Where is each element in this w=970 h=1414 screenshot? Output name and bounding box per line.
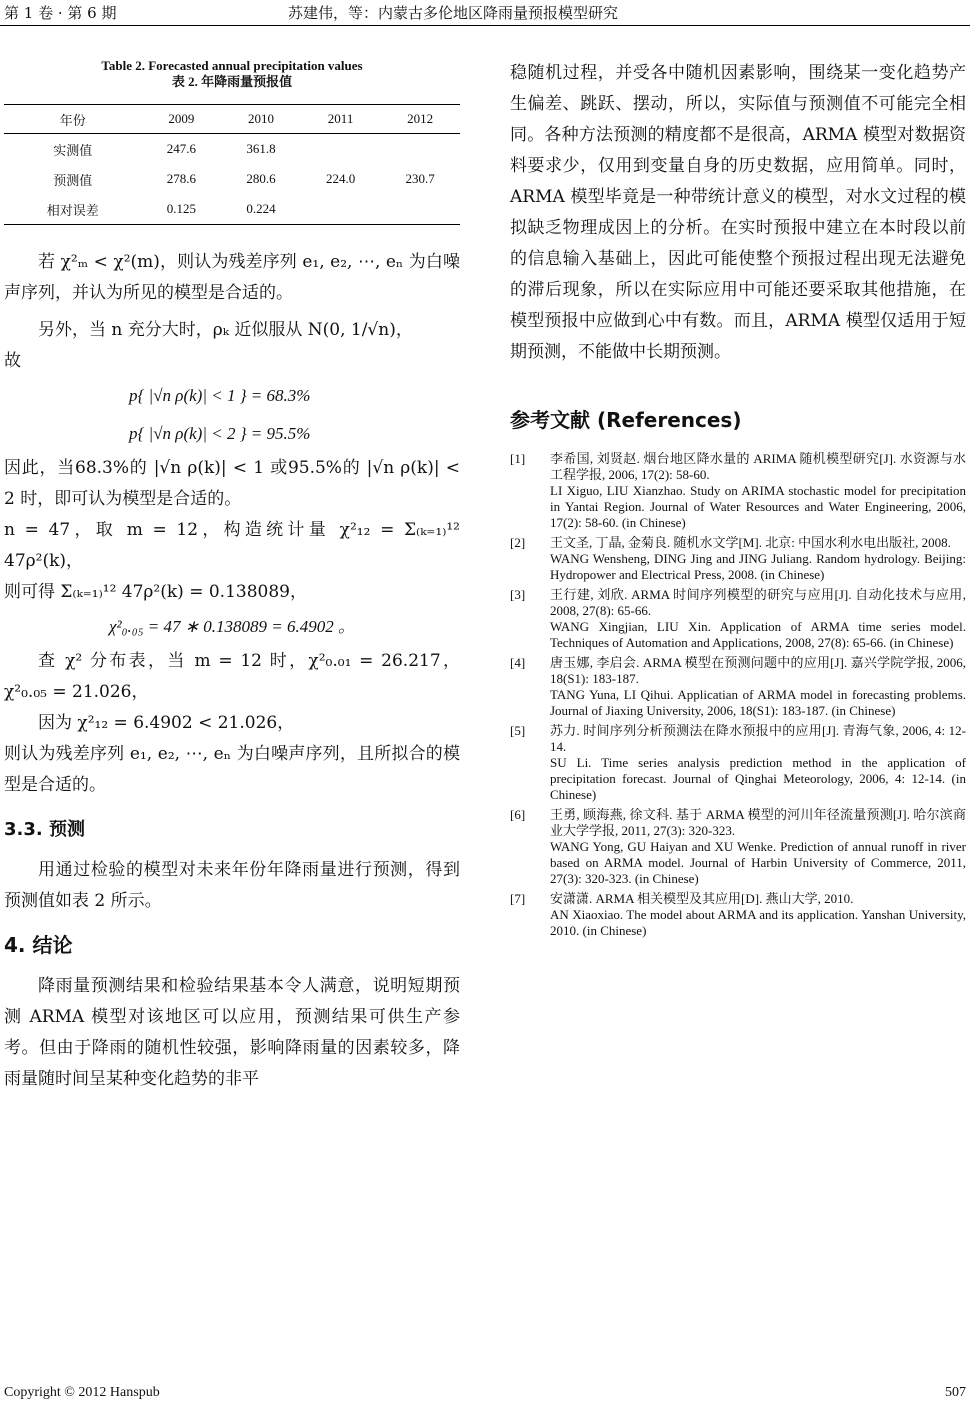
table-header-cell: 年份 <box>4 105 142 134</box>
page-number: 507 <box>945 1385 966 1400</box>
right-column <box>510 58 966 943</box>
table-cell <box>380 134 460 165</box>
paragraph: 则认为残差序列 e₁, e₂, ⋯, eₙ 为白噪声序列，且所拟合的模型是合适的。 <box>4 744 460 795</box>
table-header-cell: 2011 <box>301 105 381 134</box>
reference-zh: 唐玉娜, 李启会. ARMA 模型在预测问题中的应用[J]. 嘉兴学院学报, 2006, 18(S1): 183-187. <box>550 655 966 686</box>
paragraph: 用通过检验的模型对未来年份年降雨量进行预测，得到预测值如表 2 所示。 <box>4 860 460 911</box>
reference-en: WANG Yong, GU Haiyan and XU Wenke. Prediction of annual runoff in river based on ARMA model. Journal of Harbin University of Commerce, 2011, 27(3): 320-323. (in Chinese) <box>550 839 966 886</box>
reference-number: [2] <box>510 535 526 550</box>
table-header-cell: 2010 <box>221 105 301 134</box>
paragraph: 则可得 Σ₍ₖ₌₁₎¹² 47ρ²(k) = 0.138089， <box>4 582 307 602</box>
reference-en: LI Xiguo, LIU Xianzhao. Study on ARIMA stochastic model for precipitation in Yantai Region. Journal of Water Resources and Water Engineering, 2006, 17(2): 58-60. (in Chinese) <box>550 483 966 530</box>
journal-issue: 第 1 卷 · 第 6 期 <box>4 4 117 22</box>
reference-zh: 王勇, 顾海燕, 徐文科. 基于 ARMA 模型的河川年径流量预测[J]. 哈尔滨商业大学学报, 2011, 27(3): 320-323. <box>550 807 966 838</box>
equation: p{ |√n ρ(k)| < 1 } = 68.3% <box>129 386 311 405</box>
reference-zh: 王文圣, 丁晶, 金菊良. 随机水文学[M]. 北京: 中国水利水电出版社, 2008. <box>550 535 951 550</box>
reference-en: AN Xiaoxiao. The model about ARMA and its application. Yanshan University, 2010. (in Chinese) <box>550 907 966 938</box>
reference-en: WANG Xingjian, LIU Xin. Application of ARMA time series model. Techniques of Automation and Applications, 2008, 27(8): 65-66. (in Chinese) <box>550 619 966 650</box>
table-row <box>4 164 460 194</box>
table-cell: 361.8 <box>246 141 276 156</box>
table-caption-zh: 表 2. 年降雨量预报值 <box>171 74 293 89</box>
paragraph: 降雨量预测结果和检验结果基本令人满意，说明短期预测 ARMA 模型对该地区可以应用，预测结果可供生产参考。但由于降雨的随机性较强，影响降雨量的因素较多，降雨量随时间呈某种变化趋势的非平 <box>4 976 460 1089</box>
table-header-row <box>4 105 460 134</box>
table-cell: 预测值 <box>53 172 93 188</box>
paragraph: 查 χ² 分布表，当 m = 12 时，χ²₀.₀₁ = 26.217，χ²₀.₀₅ = 21.026， <box>4 651 460 702</box>
reference-item <box>510 655 966 719</box>
references-heading: 参考文献 (References) <box>510 408 742 432</box>
table-cell: 0.224 <box>221 194 301 225</box>
forecast-table <box>4 104 460 225</box>
reference-number: [3] <box>510 587 526 602</box>
equation: p{ |√n ρ(k)| < 2 } = 95.5% <box>129 424 311 443</box>
reference-item <box>510 535 966 583</box>
paragraph: 另外，当 n 充分大时，ρₖ 近似服从 N(0, 1/√n)， <box>38 320 413 340</box>
equation: χ²₀.₀₅ = 47 ∗ 0.138089 = 6.4902 。 <box>109 617 355 636</box>
reference-zh: 苏力. 时间序列分析预测法在降水预报中的应用[J]. 青海气象, 2006, 4: 12-14. <box>550 723 966 754</box>
page-header <box>0 0 970 26</box>
table-header-cell: 2009 <box>142 105 222 134</box>
paragraph: 因此，当68.3%的 |√n ρ(k)| < 1 或95.5%的 |√n ρ(k)| < 2 时，即可认为模型是合适的。 <box>4 458 460 509</box>
reference-list <box>510 451 966 939</box>
table-cell: 实测值 <box>53 142 93 158</box>
table-cell: 278.6 <box>166 171 196 186</box>
section-heading: 3.3. 预测 <box>4 819 85 840</box>
table-cell: 280.6 <box>246 171 276 186</box>
reference-en: SU Li. Time series analysis prediction method in the application of precipitation forecast. Journal of Qinghai Meteorology, 2006, 4: 12-14. (in Chinese) <box>550 755 966 802</box>
table-cell <box>301 134 381 165</box>
table-header-cell: 2012 <box>380 105 460 134</box>
table-caption-en: Table 2. Forecasted annual precipitation values <box>101 58 363 73</box>
table-cell <box>301 194 381 225</box>
reference-item <box>510 807 966 887</box>
reference-number: [7] <box>510 891 526 906</box>
section-heading: 4. 结论 <box>4 933 73 957</box>
paragraph: n = 47，取 m = 12，构造统计量 χ²₁₂ = Σ₍ₖ₌₁₎¹² 47ρ²(k)， <box>4 520 460 571</box>
reference-zh: 安潇潇. ARMA 相关模型及其应用[D]. 燕山大学, 2010. <box>550 891 854 906</box>
reference-number: [1] <box>510 451 526 466</box>
table-cell <box>380 194 460 225</box>
reference-zh: 李希国, 刘贤赵. 烟台地区降水量的 ARIMA 随机模型研究[J]. 水资源与水工程学报, 2006, 17(2): 58-60. <box>550 451 966 482</box>
reference-zh: 王行建, 刘欣. ARMA 时间序列模型的研究与应用[J]. 自动化技术与应用, 2008, 27(8): 65-66. <box>550 587 966 618</box>
reference-item <box>510 891 966 939</box>
paragraph: 若 χ²ₘ < χ²(m)，则认为残差序列 e₁, e₂, ⋯, eₙ 为白噪声序列，并认为所见的模型是合适的。 <box>4 252 460 303</box>
table-cell: 0.125 <box>142 194 222 225</box>
running-title: 苏建伟，等：内蒙古多伦地区降雨量预报模型研究 <box>288 4 619 22</box>
table-row <box>4 134 460 165</box>
reference-item <box>510 587 966 651</box>
paragraph: 故 <box>4 351 21 371</box>
reference-number: [5] <box>510 723 526 738</box>
table-cell: 247.6 <box>166 141 196 156</box>
paragraph: 因为 χ²₁₂ = 6.4902 < 21.026， <box>38 713 295 733</box>
reference-en: TANG Yuna, LI Qihui. Applicatian of ARMA model in forecasting problems. Journal of Jiaxing University, 2006, 18(S1): 183-187. (in Chinese) <box>550 687 966 718</box>
reference-item <box>510 451 966 531</box>
reference-number: [6] <box>510 807 526 822</box>
table-cell: 224.0 <box>325 171 356 186</box>
table-cell: 230.7 <box>405 171 435 186</box>
copyright: Copyright © 2012 Hanspub <box>4 1385 160 1400</box>
reference-item <box>510 723 966 803</box>
table-cell: 相对误差 <box>4 194 142 225</box>
table-row <box>4 194 460 225</box>
reference-number: [4] <box>510 655 526 670</box>
reference-en: WANG Wensheng, DING Jing and JING Juliang. Random hydrology. Beijing: Hydropower and Electrical Press, 2008. (in Chinese) <box>550 551 966 582</box>
header-rule <box>0 25 970 26</box>
paragraph: 稳随机过程，并受各中随机因素影响，围绕某一变化趋势产生偏差、跳跃、摆动，所以，实际值与预测值不可能完全相同。各种方法预测的精度都不是很高，ARMA 模型对数据资料要求少，仅用到变量自身的历史数据，应用简单。同时，ARMA 模型毕竟是一种带统计意义的模型，对水文过程的模拟缺乏物理成因上的分析。在实时预报中建立在本时段以前的信息输入基础上，因此可能使整个预报过程出现无法避免的滞后现象，所以在实际应用中可能还要采取其他措施，在模型预报中应做到心中有数。而且，ARMA 模型仅适用于短期预测，不能做中长期预测。 <box>510 63 966 362</box>
left-column <box>4 58 460 1095</box>
